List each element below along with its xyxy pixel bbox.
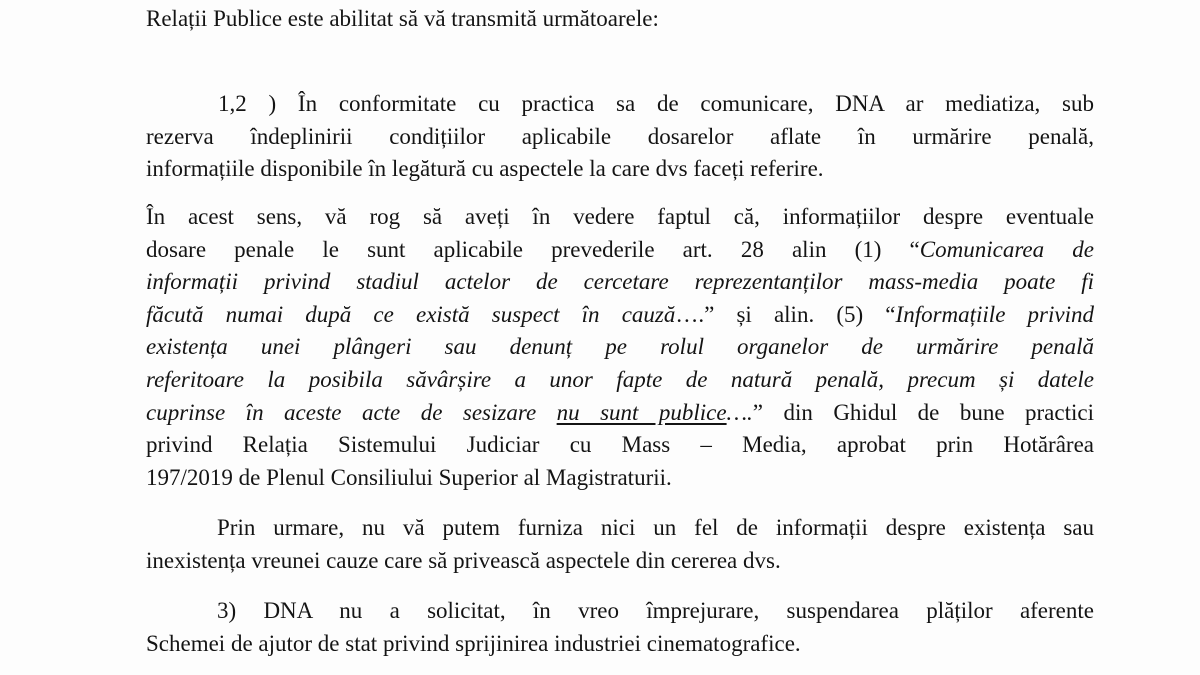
paragraph-4-line-2: Schemei de ajutor de stat privind sprijinirea industriei cinematografice.: [146, 630, 801, 656]
paragraph-2-line-4: [146, 299, 1094, 332]
quote-2-ellipsis: ….: [726, 399, 753, 425]
paragraph-1-line-3: informațiile disponibile în legătură cu aspectele la care dvs faceți referire.: [146, 156, 824, 182]
paragraph-conclusion: [146, 512, 1094, 577]
paragraph-2-line-8: privind Relația Sistemului Judiciar cu Mass – Media, aprobat prin Hotărârea: [146, 432, 1094, 458]
intro-paragraph: [146, 3, 1094, 36]
quote-1-end: făcută numai după ce există suspect în cauză: [146, 301, 676, 327]
paragraph-2-line-2-text: dosare penale le sunt aplicabile prevederile art. 28 alin (1) “: [146, 236, 920, 262]
paragraph-2-line-5: existența unei plângeri sau denunț pe rolul organelor de urmărire penală: [146, 334, 1094, 360]
paragraph-2-line-1: În acest sens, vă rog să aveți în vedere faptul că, informațiilor despre eventuale: [146, 204, 1094, 229]
paragraph-2-line-9: 197/2019 de Plenul Consiliului Superior al Magistraturii.: [146, 464, 672, 490]
paragraph-legal-context: [146, 201, 1094, 494]
paragraph-points-1-2: [146, 88, 1094, 186]
quote-2-start: Informațiile privind: [895, 301, 1094, 327]
paragraph-4-line-1: 3) DNA nu a solicitat, în vreo împrejurare, suspendarea plăților aferente: [217, 598, 1094, 623]
paragraph-2-line-6: referitoare la posibila săvârșire a unor fapte de natură penală, precum și datele: [146, 366, 1094, 392]
underlined-not-public: nu sunt publice: [556, 399, 727, 425]
paragraph-2-line-7-text: ” din Ghidul de bune practici: [752, 399, 1094, 425]
intro-line: Relații Publice este abilitat să vă transmită următoarele:: [146, 6, 659, 31]
paragraph-1-line-2: rezerva îndeplinirii condițiilor aplicabile dosarelor aflate în urmărire penală,: [146, 123, 1094, 149]
paragraph-1-line-1: 1,2 ) În conformitate cu practica sa de comunicare, DNA ar mediatiza, sub: [218, 91, 1094, 116]
quote-2-middle: cuprinse în aceste acte de sesizare: [146, 399, 557, 425]
paragraph-3-line-1: Prin urmare, nu vă putem furniza nici un fel de informații despre existența sau: [217, 515, 1094, 540]
paragraph-2-line-4-text: ….” și alin. (5) “: [675, 301, 896, 327]
paragraph-2-line-3: informații privind stadiul actelor de cercetare reprezentanților mass-media poate fi: [146, 269, 1094, 295]
quote-1-start: Comunicarea de: [919, 236, 1094, 262]
paragraph-3-line-2: inexistența vreunei cauze care să privească aspectele din cererea dvs.: [146, 547, 781, 573]
paragraph-2-line-7: [146, 397, 1094, 430]
paragraph-point-3: [146, 595, 1094, 660]
paragraph-2-line-2: [146, 234, 1094, 267]
